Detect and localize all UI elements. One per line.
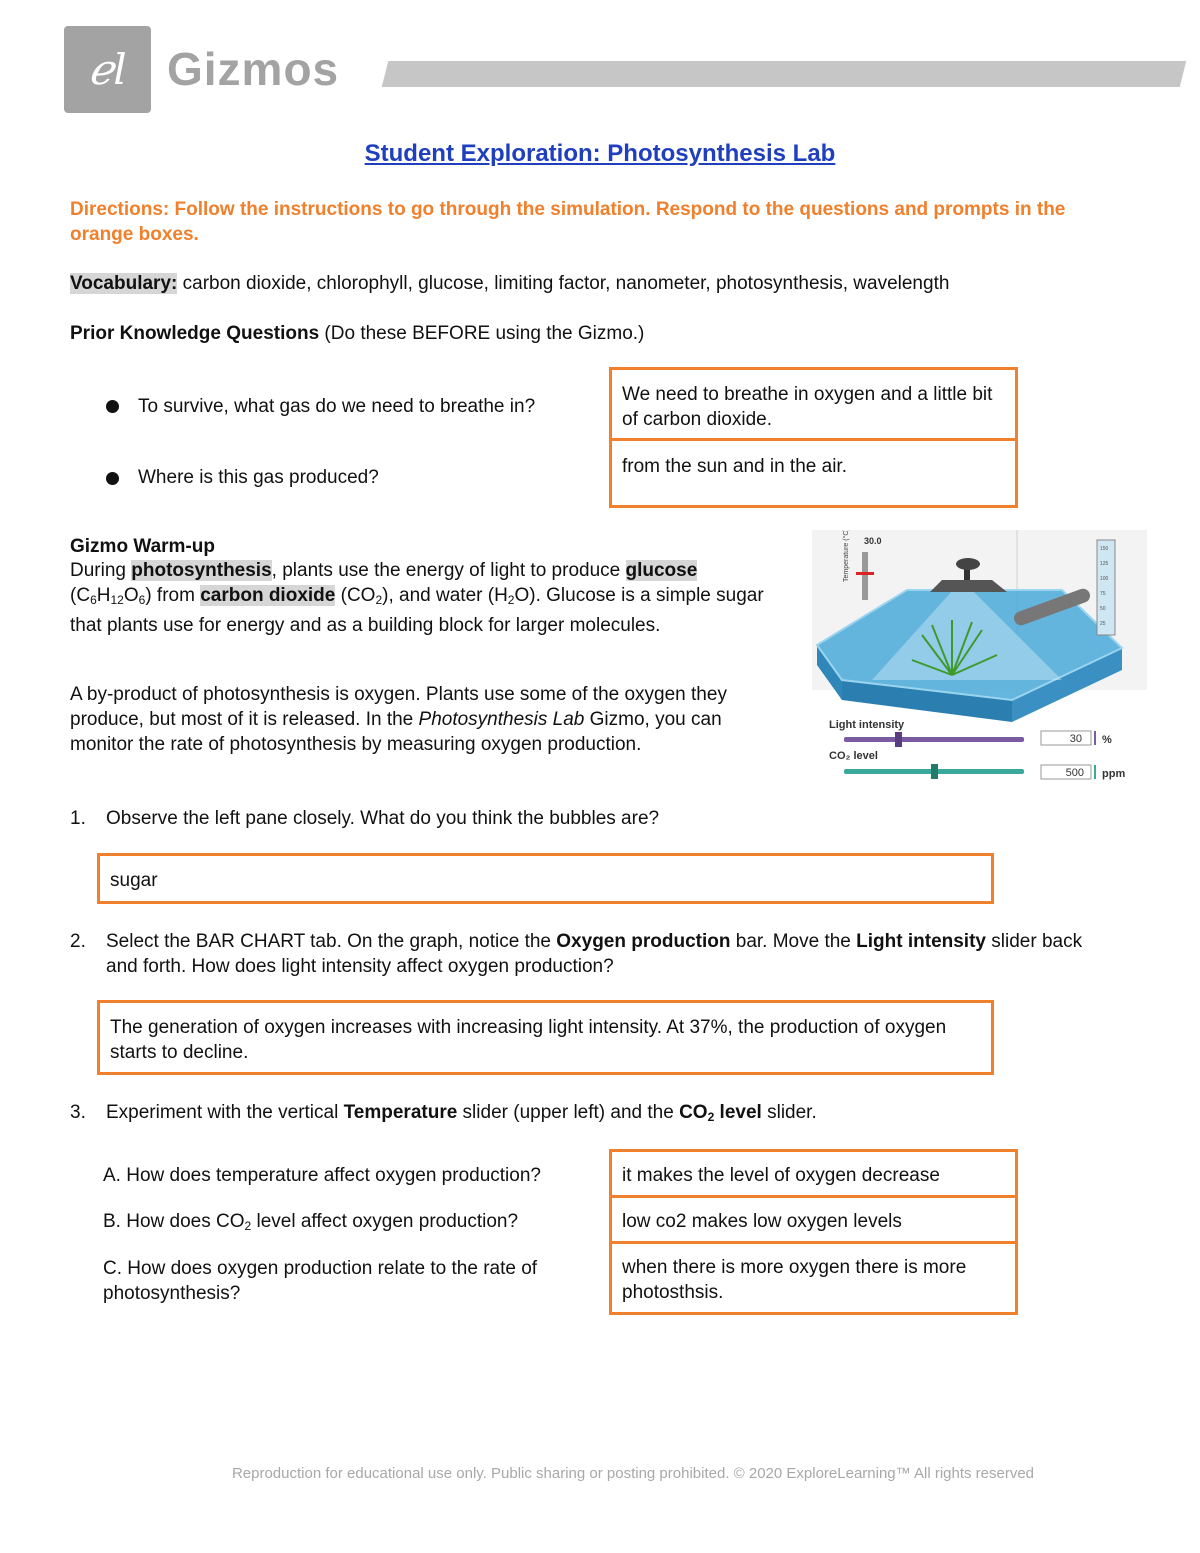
vocabulary-terms: carbon dioxide, chlorophyll, glucose, limiting factor, nanometer, photosynthesis, wavelength [177,273,950,294]
question-1-text: Observe the left pane closely. What do you think the bubbles are? [106,808,660,829]
prior-question-1: To survive, what gas do we need to breathe in? [138,396,536,417]
term-oxygen-production: Oxygen production [556,931,731,952]
tube-mark: 150 [1100,546,1109,552]
answer-3a: it makes the level of oxygen decrease [622,1165,940,1186]
tube-mark: 25 [1100,621,1106,627]
text-run: , plants use the energy of light to produce [271,560,626,581]
term-glucose: glucose [625,560,698,581]
term-light-intensity: Light intensity [856,931,986,952]
subscript: 2 [244,1219,252,1233]
subscript: 6 [90,593,97,607]
footer-copyright: Reproduction for educational use only. Public sharing or posting prohibited. © 2020 ExploreLearning™ All rights reserved [231,1465,1035,1482]
answer-3c: when there is more oxygen there is more photosthsis. [622,1257,967,1303]
term-co2: CO [679,1102,708,1123]
question-3a-text: A. How does temperature affect oxygen production? [103,1165,541,1186]
question-2-number: 2. [70,931,86,952]
text-run: (CO [335,585,376,606]
page-title: Student Exploration: Photosynthesis Lab [364,140,836,167]
text-run: slider (upper left) and the [457,1102,680,1123]
vocabulary-label: Vocabulary: [70,273,178,294]
directions: Directions: Follow the instructions to go through the simulation. Respond to the questions and prompts in the orange boxes. [70,199,1066,245]
logo-block [64,26,151,113]
prior-answer-box-1[interactable] [609,367,1018,441]
text-run: ) from [145,585,201,606]
subscript: 2 [507,593,515,607]
gizmo-simulation-image [812,530,1147,790]
text-run: slider back and forth. How does light intensity affect oxygen production? [106,931,1083,977]
gizmo-name: Photosynthesis Lab [418,709,585,730]
text-run: level affect oxygen production? [251,1211,519,1232]
answer-box-2[interactable] [97,1000,994,1075]
brand-name: Gizmos [167,43,340,95]
prior-answer-1: We need to breathe in oxygen and a little bit of carbon dioxide. [622,384,993,430]
temperature-label: Temperature (°C) [843,530,850,582]
text-run: slider. [761,1102,817,1123]
co2-level-slider[interactable] [931,764,938,779]
subscript: 12 [110,593,124,607]
question-3b-text [103,1209,603,1239]
subscript: 2 [375,593,383,607]
text-run: (C [70,585,91,606]
co2-level-value: 500 [1065,767,1084,779]
question-3-text [106,1100,1116,1130]
answer-1: sugar [110,870,158,891]
tube-mark: 100 [1100,576,1109,582]
text-run: Gizmo, you can monitor the rate of photosynthesis by measuring oxygen production. [70,709,722,755]
bullet-2 [106,472,119,485]
warmup-heading: Gizmo Warm-up [70,536,215,557]
answer-box-3a[interactable] [609,1149,1018,1198]
text-run: During [70,560,132,581]
header-bar [382,61,1186,87]
text-run: Select the BAR CHART tab. On the graph, notice the [106,931,557,952]
question-2-text [106,929,1116,979]
prior-note: (Do these BEFORE using the Gizmo.) [319,323,645,344]
logo-glyph: ℯl [88,45,127,94]
vocabulary [70,271,1150,296]
text-run: ), and water (H [382,585,508,606]
tube-mark: 125 [1100,561,1109,567]
answer-box-3c[interactable] [609,1241,1018,1315]
co2-level-label: CO₂ level [829,750,878,762]
prior-knowledge-heading [70,321,644,346]
text-run: B. How does CO [103,1211,245,1232]
subscript: 6 [138,593,146,607]
temperature-value: 30.0 [864,536,882,546]
prior-question-2: Where is this gas produced? [138,467,379,488]
tube-mark: 75 [1100,591,1106,597]
question-3-number: 3. [70,1102,86,1123]
answer-2: The generation of oxygen increases with increasing light intensity. At 37%, the production of oxygen starts to decline. [110,1017,947,1063]
text-run: O). Glucose is a simple sugar that plants use for energy and as a building block for larger molecules. [70,585,764,636]
warmup-paragraph-2 [70,682,782,757]
prior-answer-2: from the sun and in the air. [622,456,847,477]
light-intensity-unit: % [1102,734,1112,746]
text-run: Experiment with the vertical [106,1102,344,1123]
prior-answer-box-2[interactable] [609,438,1018,508]
text-run: H [96,585,111,606]
text-run: A by-product of photosynthesis is oxygen. Plants use some of the oxygen they produce, but most of it is released. In the [70,684,727,730]
answer-box-3b[interactable] [609,1195,1018,1244]
light-intensity-value: 30 [1069,733,1082,745]
term-level: level [714,1102,762,1123]
term-temperature: Temperature [343,1102,458,1123]
text-run: bar. Move the [730,931,857,952]
text-run: O [123,585,139,606]
warmup-paragraph-1 [70,558,790,638]
answer-box-1[interactable] [97,853,994,904]
light-intensity-label: Light intensity [829,719,905,731]
term-photosynthesis: photosynthesis [131,560,272,581]
tube-mark: 50 [1100,606,1106,612]
prior-heading: Prior Knowledge Questions [70,323,320,344]
light-intensity-slider[interactable] [895,732,902,747]
question-3c-text: C. How does oxygen production relate to the rate of photosynthesis? [103,1258,538,1304]
term-carbon-dioxide: carbon dioxide [200,585,336,606]
question-1-number: 1. [70,808,86,829]
answer-3b: low co2 makes low oxygen levels [622,1211,902,1232]
simulation-illustration [812,530,1147,790]
bullet-1 [106,400,119,413]
co2-level-unit: ppm [1102,768,1126,780]
subscript: 2 [707,1110,715,1124]
